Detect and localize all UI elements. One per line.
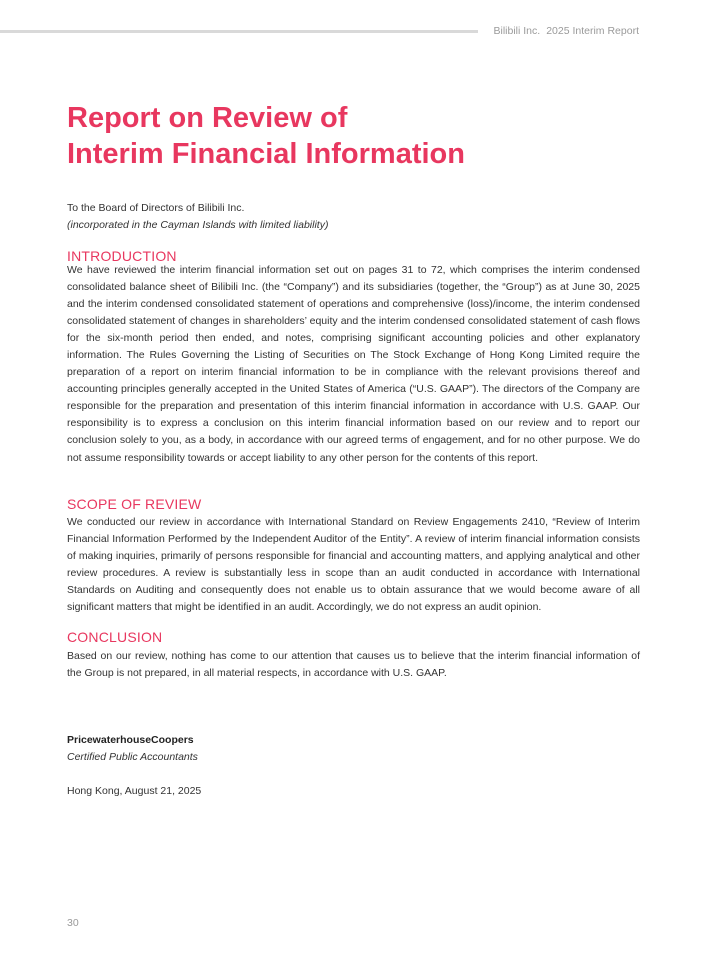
introduction-heading: INTRODUCTION xyxy=(67,248,177,264)
header-rule xyxy=(0,30,478,33)
scope-of-review-body: We conducted our review in accordance with International Standard on Review Engagements 2410, “Review of Interim Financial Information Performed by the Independent Auditor of the Entity”. A review of interim financial information consists of making inquiries, primarily of persons responsible for financial and accounting matters, and applying analytical and other review procedures. A review is substantially less in scope than an audit conducted in accordance with International Standards on Auditing and consequently does not enable us to obtain assurance that we would become aware of all significant matters that might be identified in an audit. Accordingly, we do not express an audit opinion. xyxy=(67,516,640,614)
page-title-line-1: Report on Review of xyxy=(67,102,348,134)
running-header xyxy=(494,25,640,37)
conclusion-heading: CONCLUSION xyxy=(67,629,163,645)
signature-block xyxy=(67,732,201,800)
addressee-to: To the Board of Directors of Bilibili Inc. xyxy=(67,202,245,214)
header-report-name: 2025 Interim Report xyxy=(546,25,639,37)
page-title-line-2: Interim Financial Information xyxy=(67,138,465,170)
auditor-firm-name: PricewaterhouseCoopers xyxy=(67,734,194,746)
page-number: 30 xyxy=(67,917,79,929)
addressee-incorporation: (incorporated in the Cayman Islands with limited liability) xyxy=(67,219,329,231)
scope-of-review-heading: SCOPE OF REVIEW xyxy=(67,496,202,512)
page-title xyxy=(67,100,465,172)
addressee-block xyxy=(67,200,328,234)
header-company: Bilibili Inc. xyxy=(493,25,541,37)
conclusion-body: Based on our review, nothing has come to our attention that causes us to believe that the interim financial information of the Group is not prepared, in all material respects, in accordance with U.S. GAAP. xyxy=(67,650,640,680)
introduction-body: We have reviewed the interim financial information set out on pages 31 to 72, which comprises the interim condensed consolidated balance sheet of Bilibili Inc. (the “Company”) and its subsidiaries (together, the “Group”) as at June 30, 2025 and the interim condensed consolidated statement of operations and comprehensive (loss)/income, the interim condensed consolidated statement of changes in shareholders’ equity and the interim condensed consolidated statement of cash flows for the six-month period then ended, and notes, comprising significant accounting policies and other explanatory information. The Rules Governing the Listing of Securities on The Stock Exchange of Hong Kong Limited require the preparation of a report on interim financial information to be in compliance with the relevant provisions thereof and accounting principles generally accepted in the United States of America (“U.S. GAAP”). The directors of the Company are responsible for the preparation and presentation of this interim financial information in accordance with U.S. GAAP. Our responsibility is to express a conclusion on this interim financial information based on our review and to report our conclusion solely to you, as a body, in accordance with our agreed terms of engagement, and for no other purpose. We do not assume responsibility towards or accept liability to any other person for the contents of this report. xyxy=(67,264,640,464)
auditor-role: Certified Public Accountants xyxy=(67,751,198,763)
signature-place-date: Hong Kong, August 21, 2025 xyxy=(67,785,202,797)
